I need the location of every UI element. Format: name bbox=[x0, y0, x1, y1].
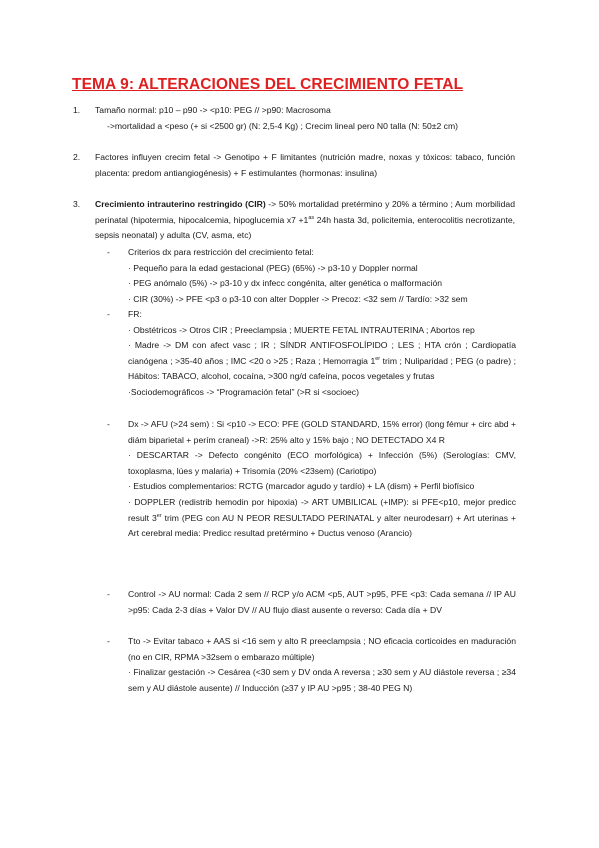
superscript: as bbox=[308, 214, 315, 221]
dx-item bbox=[107, 417, 517, 542]
dash-bullet: - bbox=[107, 636, 110, 646]
fr-line-3: ·Sociodemográficos -> “Programación fetal” (>R si <socioec) bbox=[128, 386, 359, 397]
section-3-text bbox=[95, 197, 515, 244]
dash-bullet: - bbox=[107, 247, 110, 257]
superscript: er bbox=[375, 355, 381, 362]
section-3-text-a: -> 50% mortalidad pretérmino y 20% a término ; Aum morbilidad perinatal (hipotermia, hipocalcemia, hipoglucemia x7 +1 bbox=[95, 199, 515, 225]
tto-text: Tto -> Evitar tabaco + AAS si <16 sem y alto R preeclampsia ; NO eficacia corticoides en maduración (no en CIR, RPMA >32sem o embarazo múltiple) bbox=[128, 636, 516, 662]
section-3 bbox=[73, 197, 515, 244]
dx-line-1: · DESCARTAR -> Defecto congénito (ECO morfológica) + Infección (5%) (Serologías: CMV, toxoplasma, lúes y malaria) + Trisomía (20% <23sem) (Cariotipo) bbox=[128, 450, 516, 476]
dx-line-3 bbox=[128, 495, 516, 542]
fr-line-2b: trim ; Nuliparidad ; PEG (o padre) ; Hábitos: TABACO, alcohol, cocaína, >300 ng/d cafeína, pocos vegetales y frutas bbox=[128, 355, 516, 382]
superscript: er bbox=[156, 512, 162, 519]
section-2-text: Factores influyen crecim fetal -> Genotipo + F limitantes (nutrición madre, noxas y tóxicos: tabaco, función placenta: predom antiangiogénesis) + F estimulantes (hormonas: insulina) bbox=[95, 152, 515, 178]
criterios-line-3: · CIR (30%) -> PFE <p3 o p3-10 con alter Doppler -> Precoz: <32 sem // Tardío: >32 sem bbox=[128, 293, 468, 304]
fr-line-1: · Obstétricos -> Otros CIR ; Preeclampsia ; MUERTE FETAL INTRAUTERINA ; Abortos rep bbox=[128, 324, 475, 335]
control-item bbox=[107, 587, 516, 618]
section-3-heading: Crecimiento intrauterino restringido (CIR) bbox=[95, 199, 266, 209]
section-3-text-b: 24h hasta 3d, policitemia, enterocolitis necrotizante, sepsis neonatal) y adulta (CV, asma, etc) bbox=[95, 214, 515, 241]
fr-line-2a: · Madre -> DM con afect vasc ; IR ; SÍNDR ANTIFOSFOLÍPIDO ; LES ; HTA crón ; Cardiopatía cianógena ; >35-40 años ; IMC <20 o >25 ; Raza ; Hemorragia 1 bbox=[128, 340, 516, 366]
criterios-head: Criterios dx para restricción del crecimiento fetal: bbox=[128, 247, 314, 257]
dx-head: Dx -> AFU (>24 sem) : Si <p10 -> ECO: PFE (GOLD STANDARD, 15% error) (long fémur + circ abd + diám biparietal + perím craneal) ->R: 25% alto y 15% bajo ; NO DETECTADO X4 R bbox=[128, 419, 516, 445]
dash-bullet: - bbox=[107, 589, 110, 599]
section-number: 2. bbox=[73, 152, 81, 162]
section-1-line-2: ->mortalidad a <peso (+ si <2500 gr) (N: 2,5-4 Kg) ; Crecim lineal pero N0 talla (N: 50±2 cm) bbox=[107, 120, 459, 131]
criterios-line-2: · PEG anómalo (5%) -> p3-10 y dx infecc congénita, alter genética o malformación bbox=[128, 278, 443, 289]
section-1-line-1: Tamaño normal: p10 – p90 -> <p10: PEG // >p90: Macrosoma bbox=[95, 105, 331, 115]
criterios-item bbox=[107, 245, 516, 307]
fr-line-2 bbox=[128, 338, 516, 385]
dx-line-3a: · DOPPLER (redistrib hemodin por hipoxia) -> ART UMBILICAL (+IMP): si PFE<p10, mejor predicc result 3 bbox=[128, 496, 516, 523]
dash-bullet: - bbox=[107, 419, 110, 429]
criterios-line-1: · Pequeño para la edad gestacional (PEG) (65%) -> p3-10 y Doppler normal bbox=[128, 262, 418, 273]
tto-item bbox=[107, 634, 516, 696]
control-text: Control -> AU normal: Cada 2 sem // RCP y/o ACM <p5, AUT >p95, PFE <p3: Cada semana // IP AU >p95: Cada 2-3 días + Valor DV // AU flujo diast ausente o reverso: Cada día + DV bbox=[128, 589, 516, 615]
section-2 bbox=[73, 150, 515, 181]
section-number: 3. bbox=[73, 199, 81, 209]
fr-head: FR: bbox=[128, 309, 142, 319]
dx-line-2: · Estudios complementarios: RCTG (marcador agudo y tardío) + LA (dism) + Perfil biofísico bbox=[128, 481, 475, 492]
fr-item bbox=[107, 307, 516, 401]
page-title: TEMA 9: ALTERACIONES DEL CRECIMIENTO FETAL bbox=[72, 76, 464, 93]
section-1 bbox=[73, 103, 515, 134]
dash-bullet: - bbox=[107, 309, 110, 319]
tto-line-1: · Finalizar gestación -> Cesárea (<30 sem y DV onda A reversa ; ≥30 sem y AU diástole reversa ; ≥34 sem y AU diástole ausente) // Inducción (≥37 y IP AU >p95 ; 38-40 PEG N) bbox=[128, 667, 516, 693]
section-number: 1. bbox=[73, 105, 81, 115]
dx-line-3b: trim (PEG con AU N PEOR RESULTADO PERINATAL y alter neurodesarr) + Art uterinas + Art cerebral media: Predicc resultad pretérmino + Ductus venoso (Arancio) bbox=[128, 512, 517, 539]
